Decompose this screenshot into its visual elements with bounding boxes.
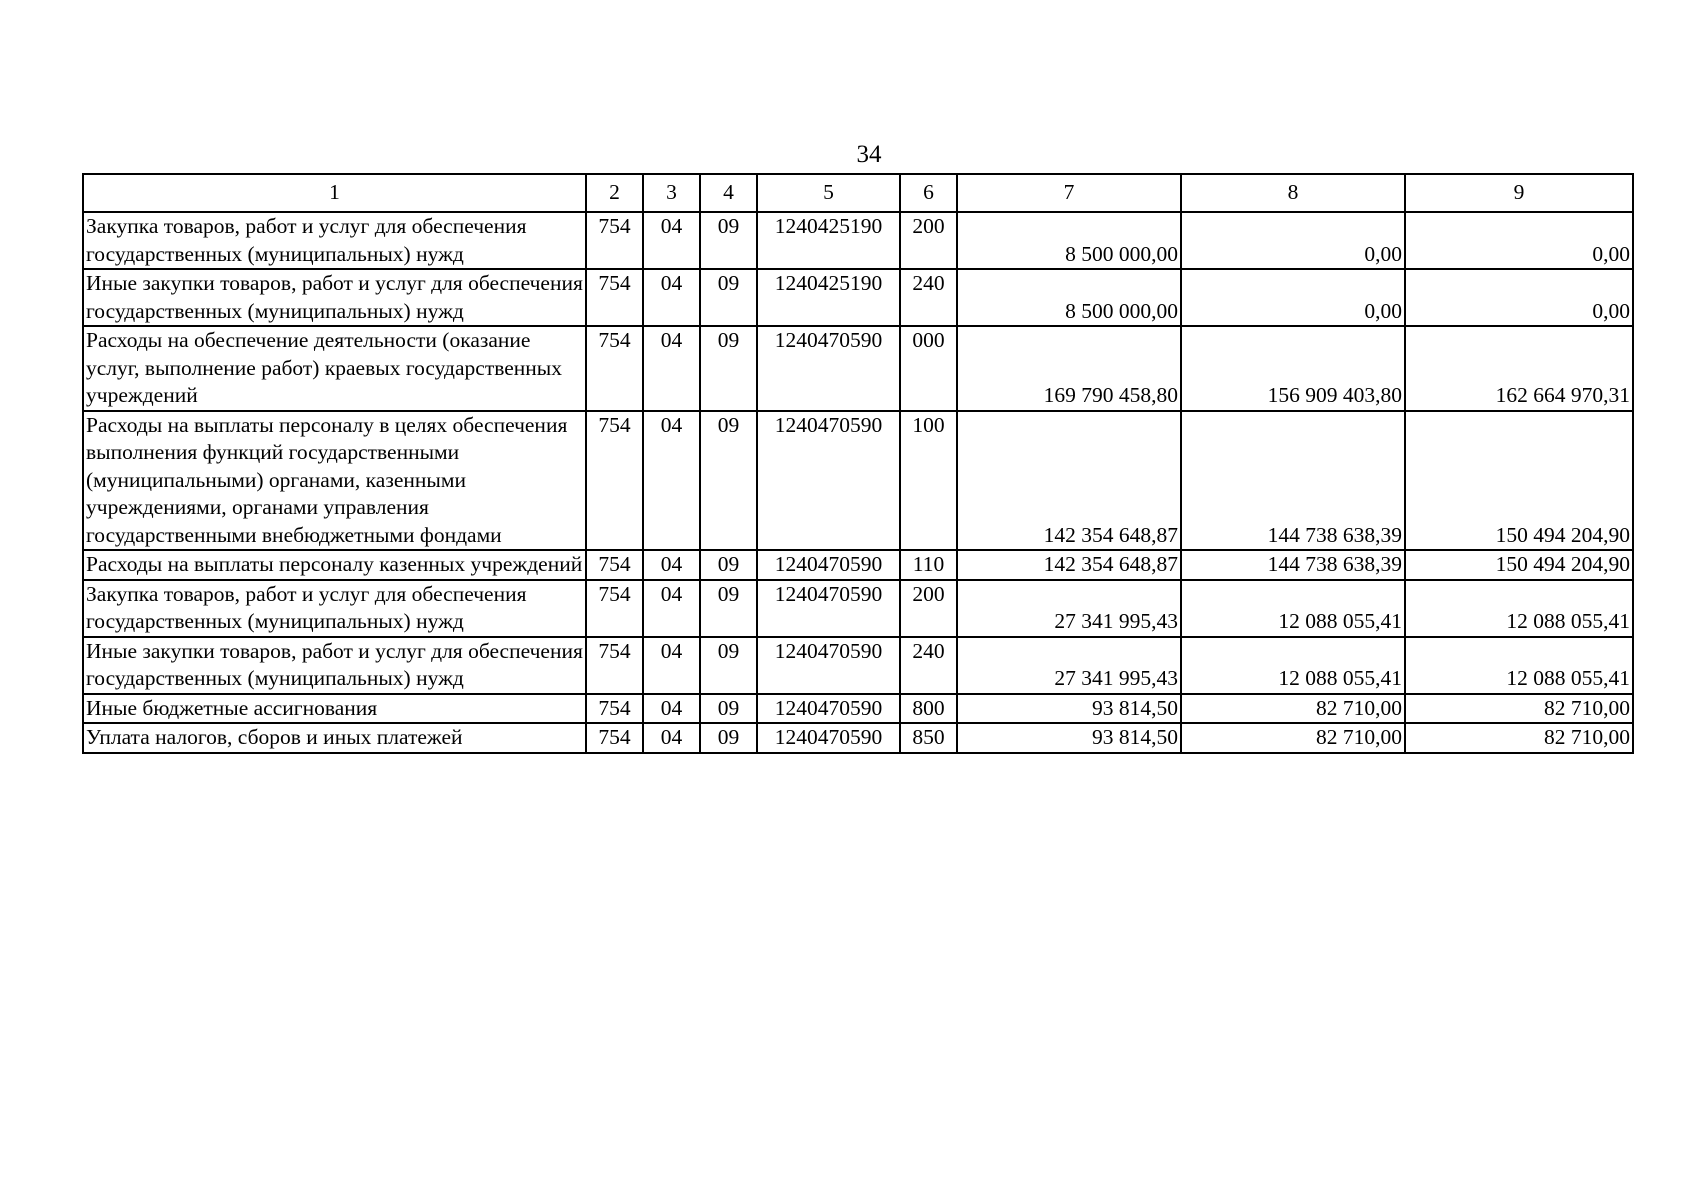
code-2-cell: 754 — [586, 269, 643, 326]
code-2-cell: 754 — [586, 694, 643, 724]
column-header-1: 1 — [83, 174, 586, 212]
code-6-cell: 000 — [900, 326, 957, 411]
code-4-cell: 09 — [700, 212, 757, 269]
amount-7-cell: 8 500 000,00 — [957, 269, 1181, 326]
code-5-cell: 1240470590 — [757, 723, 900, 753]
amount-9-cell: 0,00 — [1405, 269, 1633, 326]
amount-8-cell: 12 088 055,41 — [1181, 637, 1405, 694]
amount-9-cell: 12 088 055,41 — [1405, 637, 1633, 694]
code-3-cell: 04 — [643, 694, 700, 724]
code-6-cell: 850 — [900, 723, 957, 753]
description-cell: Закупка товаров, работ и услуг для обеспечения государственных (муниципальных) нужд — [83, 212, 586, 269]
amount-7-cell: 27 341 995,43 — [957, 580, 1181, 637]
column-header-3: 3 — [643, 174, 700, 212]
table-row — [83, 637, 1633, 694]
amount-7-cell: 142 354 648,87 — [957, 411, 1181, 551]
amount-7-cell: 93 814,50 — [957, 694, 1181, 724]
code-6-cell: 240 — [900, 269, 957, 326]
code-5-cell: 1240470590 — [757, 550, 900, 580]
code-4-cell: 09 — [700, 411, 757, 551]
code-4-cell: 09 — [700, 580, 757, 637]
code-4-cell: 09 — [700, 637, 757, 694]
code-3-cell: 04 — [643, 550, 700, 580]
page-number: 34 — [856, 141, 882, 168]
code-4-cell: 09 — [700, 550, 757, 580]
table-row — [83, 212, 1633, 269]
column-header-6: 6 — [900, 174, 957, 212]
budget-table — [82, 173, 1634, 754]
description-cell: Расходы на обеспечение деятельности (оказание услуг, выполнение работ) краевых государственных учреждений — [83, 326, 586, 411]
amount-8-cell: 156 909 403,80 — [1181, 326, 1405, 411]
table-row — [83, 269, 1633, 326]
amount-8-cell: 144 738 638,39 — [1181, 550, 1405, 580]
amount-8-cell: 82 710,00 — [1181, 694, 1405, 724]
description-cell: Расходы на выплаты персоналу в целях обеспечения выполнения функций государственными (муниципальными) органами, казенными учреждениями, органами управления государственными внебюджетными фондами — [83, 411, 586, 551]
code-5-cell: 1240470590 — [757, 580, 900, 637]
amount-9-cell: 0,00 — [1405, 212, 1633, 269]
amount-8-cell: 12 088 055,41 — [1181, 580, 1405, 637]
code-3-cell: 04 — [643, 723, 700, 753]
table-row — [83, 723, 1633, 753]
amount-8-cell: 82 710,00 — [1181, 723, 1405, 753]
code-6-cell: 200 — [900, 580, 957, 637]
amount-9-cell: 82 710,00 — [1405, 694, 1633, 724]
code-3-cell: 04 — [643, 580, 700, 637]
amount-7-cell: 8 500 000,00 — [957, 212, 1181, 269]
column-header-2: 2 — [586, 174, 643, 212]
amount-8-cell: 144 738 638,39 — [1181, 411, 1405, 551]
column-header-8: 8 — [1181, 174, 1405, 212]
code-2-cell: 754 — [586, 723, 643, 753]
code-2-cell: 754 — [586, 580, 643, 637]
code-2-cell: 754 — [586, 411, 643, 551]
code-3-cell: 04 — [643, 269, 700, 326]
table-row — [83, 580, 1633, 637]
table-header — [83, 174, 1633, 212]
code-3-cell: 04 — [643, 637, 700, 694]
amount-9-cell: 12 088 055,41 — [1405, 580, 1633, 637]
amount-7-cell: 169 790 458,80 — [957, 326, 1181, 411]
code-5-cell: 1240425190 — [757, 269, 900, 326]
header-row — [83, 174, 1633, 212]
amount-8-cell: 0,00 — [1181, 212, 1405, 269]
code-5-cell: 1240470590 — [757, 694, 900, 724]
code-5-cell: 1240470590 — [757, 326, 900, 411]
code-2-cell: 754 — [586, 326, 643, 411]
code-4-cell: 09 — [700, 694, 757, 724]
amount-9-cell: 162 664 970,31 — [1405, 326, 1633, 411]
table-row — [83, 411, 1633, 551]
code-4-cell: 09 — [700, 723, 757, 753]
code-3-cell: 04 — [643, 411, 700, 551]
amount-9-cell: 150 494 204,90 — [1405, 411, 1633, 551]
description-cell: Иные закупки товаров, работ и услуг для обеспечения государственных (муниципальных) нужд — [83, 269, 586, 326]
column-header-5: 5 — [757, 174, 900, 212]
table-row — [83, 694, 1633, 724]
column-header-7: 7 — [957, 174, 1181, 212]
table-row — [83, 550, 1633, 580]
code-6-cell: 240 — [900, 637, 957, 694]
code-6-cell: 110 — [900, 550, 957, 580]
code-3-cell: 04 — [643, 326, 700, 411]
code-5-cell: 1240425190 — [757, 212, 900, 269]
table-body — [83, 212, 1633, 753]
code-6-cell: 100 — [900, 411, 957, 551]
column-header-9: 9 — [1405, 174, 1633, 212]
amount-7-cell: 27 341 995,43 — [957, 637, 1181, 694]
code-6-cell: 200 — [900, 212, 957, 269]
description-cell: Расходы на выплаты персоналу казенных учреждений — [83, 550, 586, 580]
amount-8-cell: 0,00 — [1181, 269, 1405, 326]
code-2-cell: 754 — [586, 550, 643, 580]
code-5-cell: 1240470590 — [757, 637, 900, 694]
table-row — [83, 326, 1633, 411]
amount-9-cell: 150 494 204,90 — [1405, 550, 1633, 580]
amount-9-cell: 82 710,00 — [1405, 723, 1633, 753]
code-2-cell: 754 — [586, 212, 643, 269]
code-5-cell: 1240470590 — [757, 411, 900, 551]
code-4-cell: 09 — [700, 269, 757, 326]
code-4-cell: 09 — [700, 326, 757, 411]
description-cell: Иные закупки товаров, работ и услуг для обеспечения государственных (муниципальных) нужд — [83, 637, 586, 694]
amount-7-cell: 142 354 648,87 — [957, 550, 1181, 580]
amount-7-cell: 93 814,50 — [957, 723, 1181, 753]
description-cell: Иные бюджетные ассигнования — [83, 694, 586, 724]
code-3-cell: 04 — [643, 212, 700, 269]
column-header-4: 4 — [700, 174, 757, 212]
description-cell: Закупка товаров, работ и услуг для обеспечения государственных (муниципальных) нужд — [83, 580, 586, 637]
description-cell: Уплата налогов, сборов и иных платежей — [83, 723, 586, 753]
code-6-cell: 800 — [900, 694, 957, 724]
code-2-cell: 754 — [586, 637, 643, 694]
